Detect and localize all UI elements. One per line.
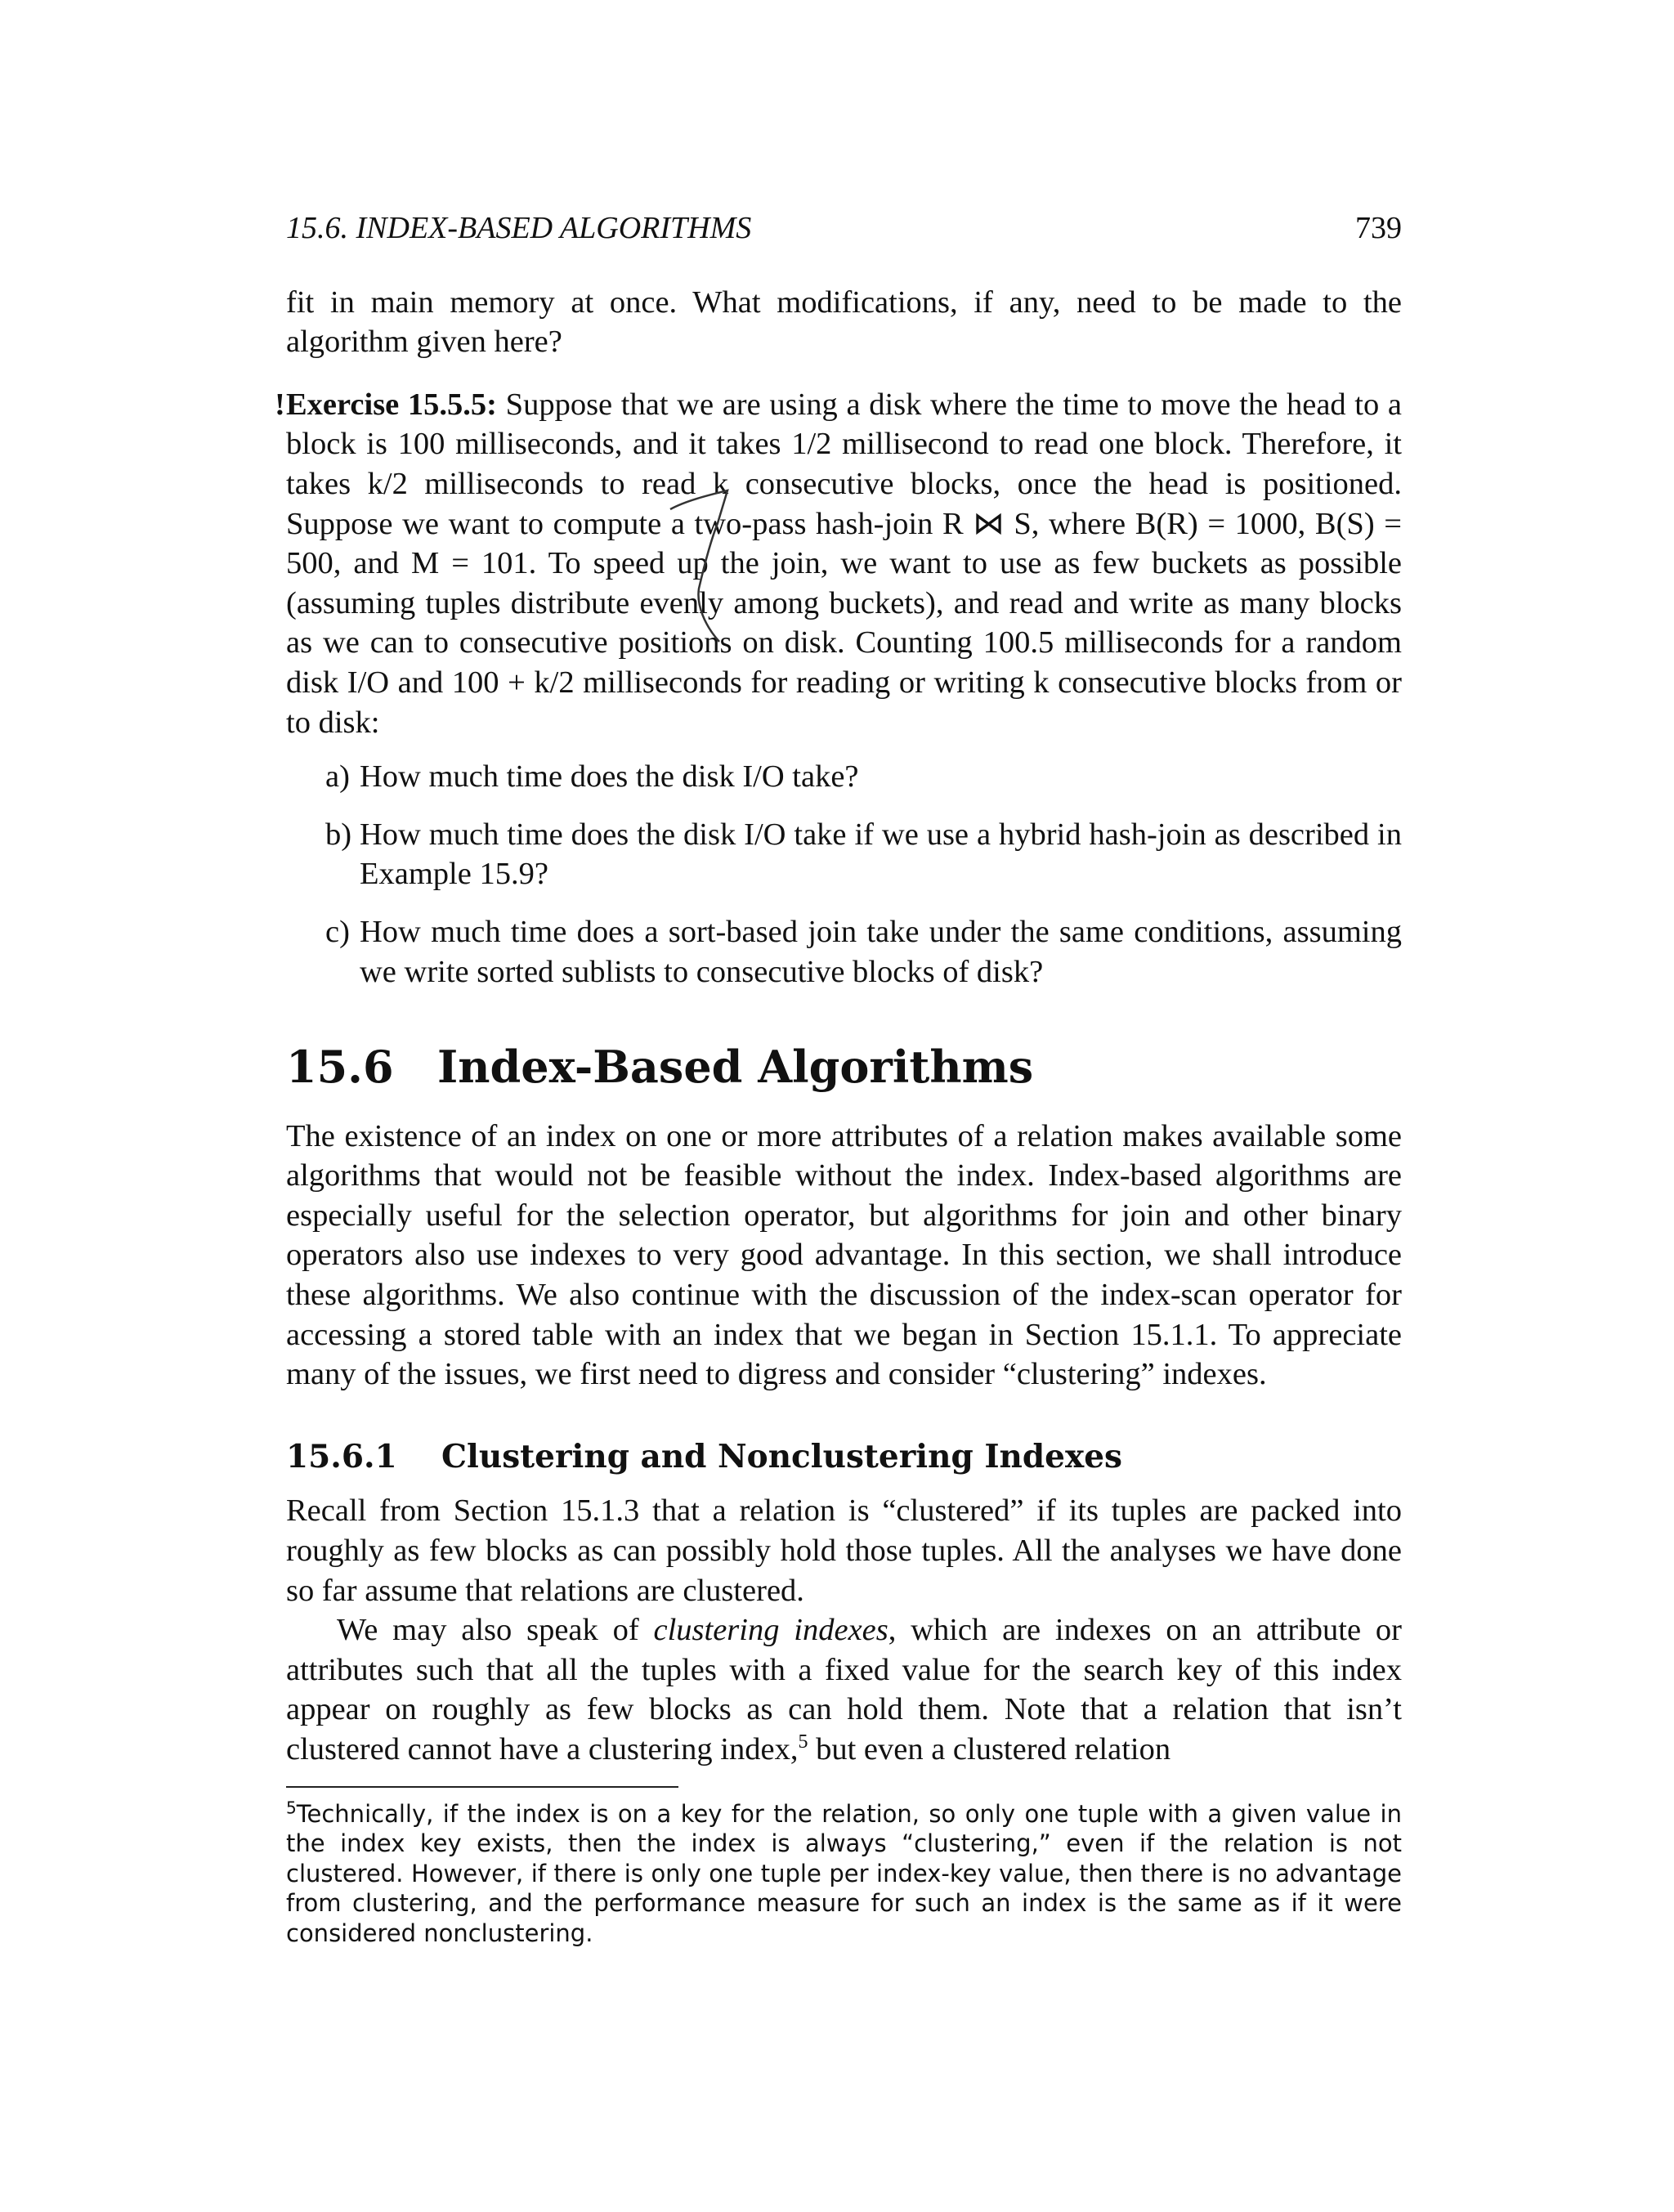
running-header-title: 15.6. INDEX-BASED ALGORITHMS <box>286 211 752 245</box>
item-label: c) <box>325 914 350 949</box>
book-page <box>275 208 1402 1948</box>
subsection-title: Clustering and Nonclustering Indexes <box>441 1437 1123 1475</box>
running-header <box>286 208 1402 249</box>
footnote <box>286 1799 1402 1949</box>
footnote-mark: 5 <box>286 1797 297 1817</box>
section-intro-paragraph: The existence of an index on one or more attributes of a relation makes available some algorithms that would not be feasible without the index. Index-based algorithms are especially useful for the selection operator, but algorithms for join and other binary operators also use indexes to very good advantage. In this section, we shall introduce these algorithms. We also continue with the discussion of the index-scan operator for accessing a stored table with an index that we began in Section 15.1.1. To appreciate many of the issues, we first need to digress and consider “clustering” indexes. <box>286 1118 1402 1392</box>
defined-term: clustering indexes <box>653 1613 888 1648</box>
section-number: 15.6 <box>286 1041 394 1094</box>
footnote-reference: 5 <box>798 1731 808 1753</box>
continuation-paragraph: fit in main memory at once. What modifications, if any, need to be made to the algorithm given here? <box>286 284 1402 360</box>
subsection-paragraph-2 <box>286 1610 1402 1769</box>
text-run: but even a clustered relation <box>808 1732 1171 1766</box>
subsection-heading <box>286 1437 1402 1477</box>
item-label: b) <box>325 817 352 852</box>
item-text: How much time does a sort-based join take under the same conditions, assuming we write sorted sublists to consecutive blocks of disk? <box>360 914 1402 989</box>
text-run: , which are indexes on an attribute or attributes such that all the tuples with a fixed value for the search key of this index appear on roughly as few blocks as can hold them. Note that a relation that isn’t clustered cannot have a clustering index, <box>286 1613 1402 1766</box>
footnote-rule <box>286 1786 678 1788</box>
text-run: We may also speak of <box>337 1613 654 1648</box>
page-number: 739 <box>1355 211 1402 245</box>
exercise-item-a <box>325 757 1402 797</box>
difficulty-mark: ! <box>275 387 285 422</box>
footnote-text: Technically, if the index is on a key for the relation, so only one tuple with a given value in the index key exists, then the index is always “clustering,” even if the relation is not clustered. However, if there is only one tuple per index-key value, then there is no advantage from clustering, and the performance measure for such an index is the same as if it were considered nonclustering. <box>286 1799 1402 1947</box>
exercise-15-5-5 <box>275 385 1402 992</box>
section-heading <box>286 1041 1402 1094</box>
exercise-items <box>325 757 1402 992</box>
item-label: a) <box>325 759 350 795</box>
exercise-item-b <box>325 815 1402 894</box>
subsection-paragraph-1: Recall from Section 15.1.3 that a relation is “clustered” if its tuples are packed into roughly as few blocks as can possibly hold those tuples. All the analyses we have done so far assume that relations are clustered. <box>286 1493 1402 1608</box>
item-text: How much time does the disk I/O take? <box>360 759 859 795</box>
section-title: Index-Based Algorithms <box>437 1041 1034 1094</box>
item-text: How much time does the disk I/O take if we use a hybrid hash-join as described in Example 15.9? <box>360 817 1402 892</box>
exercise-body: Suppose that we are using a disk where the time to move the head to a block is 100 milliseconds, and it takes 1/2 millisecond to read one block. Therefore, it takes k/2 milliseconds to read k consecutive blocks, once the head is positioned. Suppose we want to compute a two-pass hash-join R ⋈ S, where B(R) = 1000, B(S) = 500, and M = 101. To speed up the join, we want to use as few buckets as possible (assuming tuples distribute evenly among buckets), and read and write as many blocks as we can to consecutive positions on disk. Counting 100.5 milliseconds for a random disk I/O and 100 + k/2 milliseconds for reading or writing k consecutive blocks from or to disk: <box>286 387 1402 740</box>
exercise-item-c <box>325 912 1402 992</box>
exercise-label: Exercise 15.5.5: <box>286 387 497 422</box>
subsection-number: 15.6.1 <box>286 1437 397 1475</box>
